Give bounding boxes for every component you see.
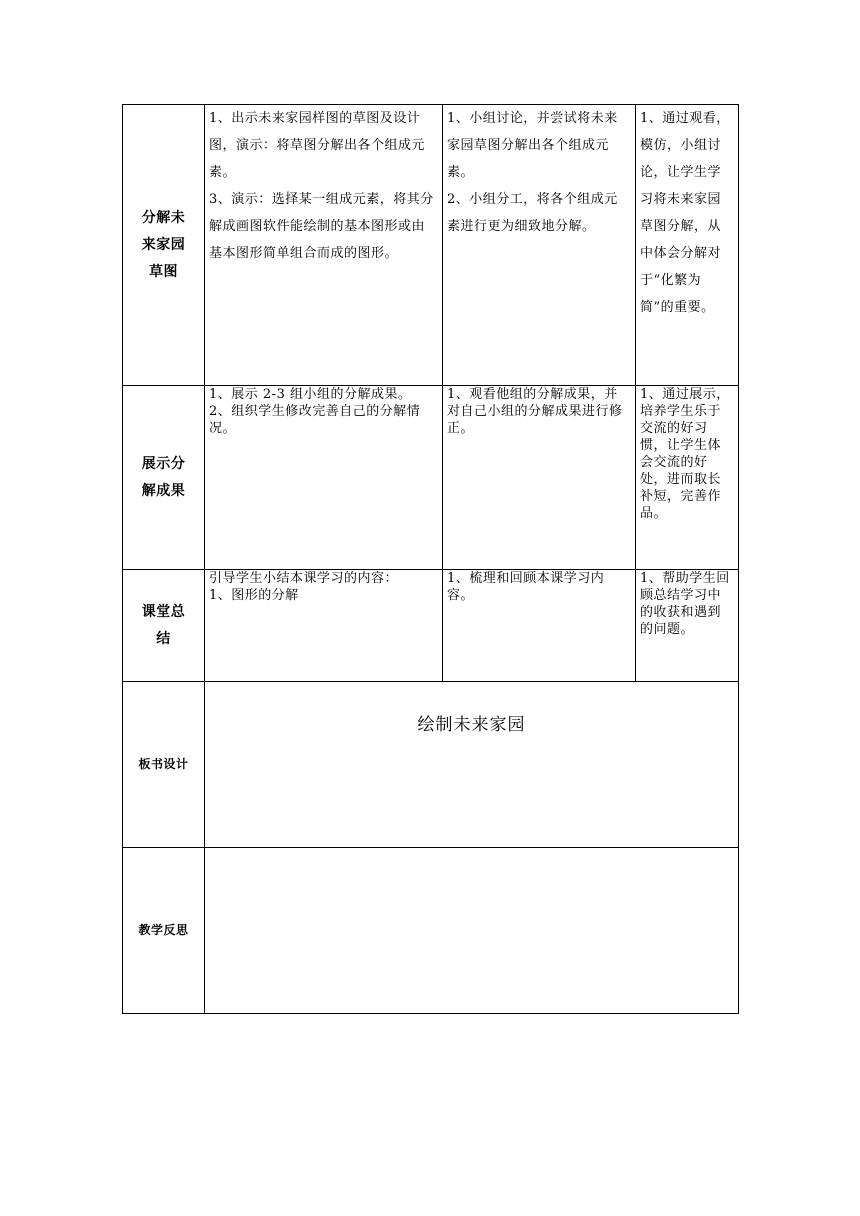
teacher-activity-cell (205, 570, 443, 682)
student-activity-text: 1、观看他组的分解成果，并对自己小组的分解成果进行修正。 (447, 387, 623, 436)
board-title: 绘制未来家园 (417, 715, 526, 735)
row-label-board-design (123, 682, 205, 848)
teacher-activity-cell (205, 386, 443, 570)
design-intent-cell (636, 386, 739, 570)
table-row (123, 386, 739, 570)
row-label-line: 解成果 (141, 482, 186, 499)
row-label-line: 展示分 (141, 455, 186, 472)
table-row (123, 570, 739, 682)
row-label-line: 来家园 (141, 236, 186, 253)
teacher-activity-text: 1、展示 2-3 组小组的分解成果。 (209, 387, 412, 402)
teacher-activity-text: 引导学生小结本课学习的内容： (209, 571, 399, 586)
teacher-activity-text: 3、演示：选择某一组成元素，将其分解成画图软件能绘制的基本图形或由基本图形简单组合而成的图形。 (209, 192, 434, 261)
row-label-line: 教学反思 (138, 923, 189, 937)
row-label-line: 结 (156, 630, 171, 647)
row-label-reflection (123, 848, 205, 1014)
teacher-activity-cell (205, 105, 443, 386)
row-label-line: 草图 (149, 263, 178, 280)
student-activity-text: 1、梳理和回顾本课学习内容。 (447, 571, 605, 603)
student-activity-cell (443, 386, 636, 570)
design-intent-text: 1、通过观看，模仿，小组讨论，让学生学习将未来家园草图分解，从中体会分解对于“化繁为简”的重要。 (640, 111, 730, 315)
row-label-line: 课堂总 (141, 603, 186, 620)
student-activity-text: 2、小组分工，将各个组成元素进行更为细致地分解。 (447, 192, 618, 234)
row-label-show-results (123, 386, 205, 570)
row-label-decompose-sketch (123, 105, 205, 386)
teacher-activity-text: 1、出示未来家园样图的草图及设计图，演示：将草图分解出各个组成元素。 (209, 111, 426, 180)
row-label-line: 板书设计 (138, 757, 189, 771)
design-intent-cell (636, 105, 739, 386)
teacher-activity-text: 1、图形的分解 (209, 588, 299, 603)
student-activity-cell (443, 570, 636, 682)
reflection-cell[interactable] (205, 848, 739, 1014)
table-row (123, 105, 739, 386)
student-activity-text: 1、小组讨论，并尝试将未来家园草图分解出各个组成元素。 (447, 111, 618, 180)
teacher-activity-text: 2、组织学生修改完善自己的分解情况。 (209, 404, 421, 436)
table-row (123, 848, 739, 1014)
design-intent-text: 1、帮助学生回顾总结学习中的收获和遇到的问题。 (640, 571, 730, 637)
design-intent-text: 1、通过展示，培养学生乐于交流的好习惯，让学生体会交流的好处，进而取长补短，完善作品。 (640, 387, 730, 521)
row-label-summary (123, 570, 205, 682)
board-design-cell (205, 682, 739, 848)
design-intent-cell (636, 570, 739, 682)
lesson-plan-table (122, 104, 739, 1014)
table-row (123, 682, 739, 848)
student-activity-cell (443, 105, 636, 386)
row-label-line: 分解未 (141, 209, 186, 226)
